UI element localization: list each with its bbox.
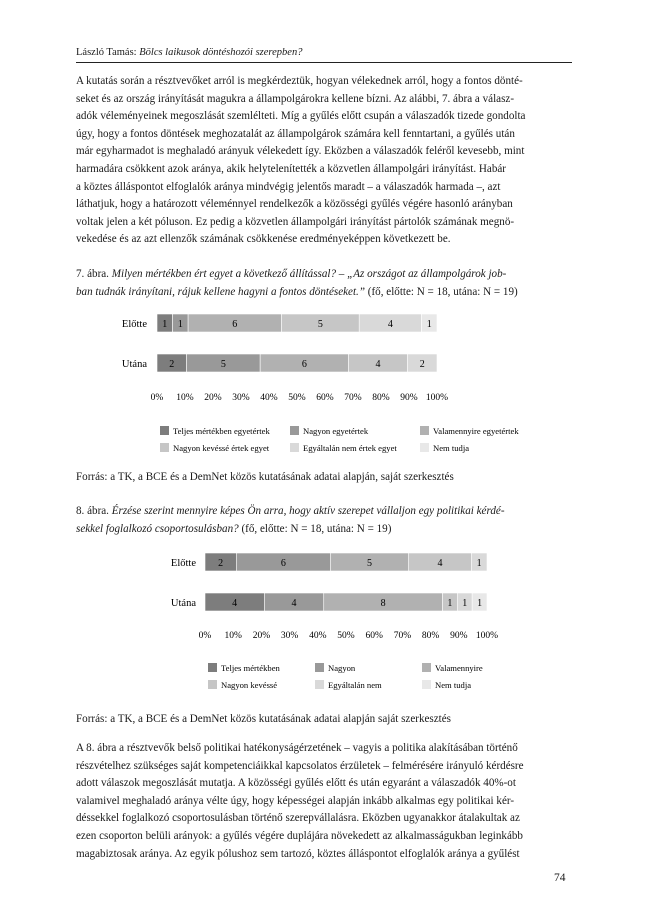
- legend-swatch: [422, 680, 431, 689]
- paragraph-line: harmadára csökkent azok aránya, akik helytelenítették a közvetlen állampolgári irányítást. Habár: [76, 162, 507, 175]
- data-label: 6: [232, 319, 238, 330]
- paragraph-line: részvételhez szükséges saját kompetenciáikkal kapcsolatos érzületek – felmérésére irányuló kérdésre: [76, 759, 524, 772]
- legend-label: Valamennyire: [435, 663, 483, 673]
- x-tick-label: 80%: [421, 631, 440, 641]
- data-label: 1: [462, 598, 468, 609]
- paragraph-line: A 8. ábra a résztvevők belső politikai hatékonyságérzetének – vagyis a politika alakításában történő: [76, 742, 518, 754]
- legend-label: Nem tudja: [435, 680, 472, 690]
- paragraph-line: valamivel meghaladó aránya vélte úgy, hogy képességei alapján inkább alkalmas egy politikai kér-: [76, 794, 515, 807]
- data-label: 2: [419, 359, 425, 370]
- data-label: 4: [375, 359, 381, 370]
- x-tick-label: 90%: [400, 393, 418, 403]
- legend-label: Egyáltalán nem: [328, 680, 382, 690]
- running-head-title: Bölcs laikusok döntéshozói szerepben?: [139, 47, 303, 58]
- legend-label: Nagyon kevéssé: [221, 680, 278, 690]
- paragraph-line: magabiztosak aránya. Az egyik pólushoz sem tartozó, köztes álláspontot elfoglalók aránya a gyűlést: [76, 847, 520, 860]
- x-tick-label: 80%: [372, 393, 390, 403]
- data-label: 5: [317, 319, 323, 330]
- x-tick-label: 20%: [252, 631, 271, 641]
- legend-label: Teljes mértékben egyetértek: [173, 426, 270, 436]
- legend-label: Teljes mértékben: [221, 663, 280, 673]
- x-tick-label: 70%: [393, 631, 412, 641]
- paragraph-line: A kutatás során a résztvevőket arról is megkérdeztük, hogyan vélekednek arról, hogy a fontos dönté-: [76, 75, 523, 87]
- data-label: 4: [387, 319, 393, 330]
- figure-7-label: 7. ábra.: [76, 268, 109, 280]
- data-label: 1: [477, 598, 483, 609]
- x-tick-label: 10%: [224, 631, 242, 641]
- legend-swatch: [315, 680, 324, 689]
- data-label: 4: [232, 598, 238, 609]
- figure-8-caption-tail: (fő, előtte: N = 18, utána: N = 19): [238, 522, 392, 535]
- x-tick-label: 70%: [344, 393, 362, 403]
- data-label: 5: [220, 359, 226, 370]
- x-tick-label: 20%: [204, 393, 222, 403]
- figure-8-source: Forrás: a TK, a BCE és a DemNet közös kutatásának adatai alapján saját szerkesztés: [76, 713, 451, 725]
- paragraph-line: ezen csoporton belüli arányok: a gyűlés végére duplájára növekedett az alkalmasságukban leginkább: [76, 829, 523, 842]
- x-tick-label: 10%: [176, 393, 194, 403]
- data-label: 5: [367, 558, 372, 569]
- x-tick-label: 30%: [232, 393, 250, 403]
- category-label: Utána: [121, 359, 147, 370]
- legend-swatch: [208, 680, 217, 689]
- paragraph-line: déssekkel foglalkozó csoportosulásban történő szerepvállalásra. Eközben ugyanakkor átalakultak az: [76, 812, 520, 825]
- figure-7-source: Forrás: a TK, a BCE és a DemNet közös kutatásának adatai alapján, saját szerkesztés: [76, 471, 454, 483]
- data-label: 1: [447, 598, 453, 609]
- paragraph-line: úgy, hogy a fontos döntések meghozatalát az állampolgárok számára kell fenntartani, a gyűlés után: [76, 127, 515, 140]
- figure-8-label: 8. ábra.: [76, 505, 109, 517]
- category-label: Előtte: [170, 558, 196, 569]
- data-label: 1: [476, 558, 482, 569]
- data-label: 4: [291, 598, 297, 609]
- paragraph-line: a köztes álláspontot elfoglalók aránya mindvégig jelentős maradt – a válaszadók harmada –, azt: [76, 180, 501, 193]
- x-tick-label: 0%: [198, 631, 212, 641]
- legend-label: Valamennyire egyetértek: [433, 426, 519, 436]
- category-label: Utána: [170, 598, 196, 609]
- figure-7-caption-tail: (fő, előtte: N = 18, utána: N = 19): [365, 285, 518, 298]
- paragraph-line: adott válaszok megoszlását mutatja. A közösségi gyűlés előtt és után egyaránt a válaszadók 40%-ot: [76, 777, 516, 790]
- data-label: 1: [177, 319, 183, 330]
- data-label: 4: [437, 558, 443, 569]
- data-label: 2: [169, 359, 175, 370]
- category-label: Előtte: [121, 319, 147, 330]
- x-tick-label: 50%: [337, 631, 355, 641]
- figure-8-caption-line-1: Érzése szerint mennyire képes Ön arra, hogy aktív szerepet vállaljon egy politikai kérdé-: [111, 505, 505, 517]
- legend-swatch: [315, 663, 324, 672]
- paragraph-line: voltak jelen a két póluson. Ez pedig a közvetlen állampolgári irányítást pártolók számának megnö-: [76, 215, 515, 228]
- legend-label: Nem tudja: [433, 443, 470, 453]
- legend-swatch: [422, 663, 431, 672]
- x-tick-label: 40%: [309, 631, 327, 641]
- data-label: 6: [301, 359, 307, 370]
- x-tick-label: 50%: [288, 393, 306, 403]
- page-number: 74: [554, 872, 566, 884]
- figure-7-caption-line-1: Milyen mértékben ért egyet a következő állítással? – „Az országot az állampolgárok job-: [111, 268, 507, 280]
- legend-swatch: [208, 663, 217, 672]
- x-tick-label: 60%: [316, 393, 334, 403]
- x-tick-label: 0%: [150, 393, 164, 403]
- x-tick-label: 100%: [425, 393, 449, 403]
- legend-label: Nagyon egyetértek: [303, 426, 369, 436]
- paragraph-line: vekedése és az azt ellenzők számának csökkenése eredményeképpen következett be.: [76, 233, 451, 246]
- data-label: 1: [426, 319, 432, 330]
- running-head-author: László Tamás:: [76, 47, 137, 58]
- legend-label: Nagyon: [328, 663, 356, 673]
- paragraph-line: láthatjuk, hogy a határozott véleménnyel rendelkezők a közösségi gyűlés végére hasonló arányban: [76, 198, 513, 211]
- x-tick-label: 100%: [475, 631, 499, 641]
- figure-7-caption-line-2: ban tudnák irányítani, rájuk kellene hagyni a fontos döntéseket.”: [76, 285, 366, 298]
- legend-label: Nagyon kevéssé értek egyet: [173, 443, 270, 453]
- paragraph-line: seket és az ország irányítását magukra a állampolgárokra kellene bízni. Az alábbi, 7. ábra a válasz-: [76, 92, 515, 105]
- x-tick-label: 60%: [365, 631, 383, 641]
- paragraph-line: adók véleményeinek megoszlását szemlélteti. Míg a gyűlés előtt csupán a válaszadók tizede gondolta: [76, 110, 526, 123]
- data-label: 1: [162, 319, 168, 330]
- x-tick-label: 40%: [260, 393, 278, 403]
- data-label: 8: [380, 598, 386, 609]
- x-tick-label: 90%: [450, 631, 468, 641]
- data-label: 2: [218, 558, 224, 569]
- figure-8-caption-line-2: sekkel foglalkozó csoportosulásban?: [76, 522, 239, 535]
- paragraph-line: már egyharmadot is meghaladó arányuk vélekedett így. Eközben a válaszadók feléről kevesebb, mint: [76, 145, 525, 158]
- x-tick-label: 30%: [280, 631, 299, 641]
- legend-label: Egyáltalán nem értek egyet: [303, 443, 397, 453]
- data-label: 6: [280, 558, 286, 569]
